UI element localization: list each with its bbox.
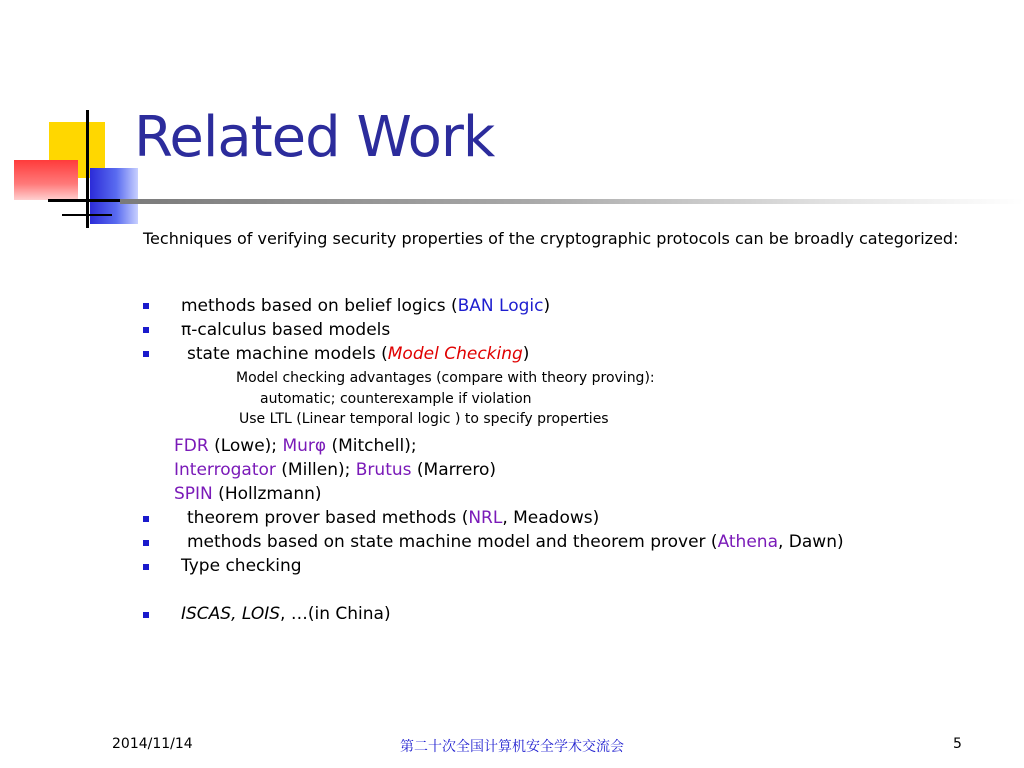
bullet-pi-calculus: π-calculus based models bbox=[181, 320, 391, 340]
ban-logic-link: BAN Logic bbox=[457, 296, 544, 316]
bullet-marker-3 bbox=[143, 351, 149, 357]
model-checking-advantages: Model checking advantages (compare with theory proving): bbox=[236, 370, 655, 386]
tools-interrogator-brutus: Interrogator (Millen); Brutus (Marrero) bbox=[174, 460, 497, 480]
bullet-state-machine-theorem: methods based on state machine model and theorem prover (Athena, Dawn) bbox=[187, 532, 844, 552]
bullet-marker-2 bbox=[143, 327, 149, 333]
intro-text: Techniques of verifying security properties of the cryptographic protocols can be broadly categorized: bbox=[143, 229, 959, 248]
tools-spin: SPIN (Hollzmann) bbox=[174, 484, 322, 504]
bullet-china: ISCAS, LOIS, …(in China) bbox=[181, 604, 391, 624]
bullet-marker-1 bbox=[143, 303, 149, 309]
bullet-belief-logics: methods based on belief logics (BAN Logic) bbox=[181, 296, 551, 316]
bullet-marker-5 bbox=[143, 540, 149, 546]
brutus-link: Brutus bbox=[355, 460, 412, 480]
tools-fdr-mur: FDR (Lowe); Murφ (Mitchell); bbox=[174, 436, 417, 456]
fdr-link: FDR bbox=[174, 436, 209, 456]
interrogator-link: Interrogator bbox=[174, 460, 276, 480]
mur-link: Murφ bbox=[282, 436, 327, 456]
iscas-lois-emphasis: ISCAS, LOIS bbox=[181, 604, 281, 624]
model-checking-ltl: Use LTL (Linear temporal logic ) to specify properties bbox=[239, 411, 609, 427]
horizontal-line-decoration-2 bbox=[62, 214, 112, 216]
page-number: 5 bbox=[953, 736, 962, 752]
spin-link: SPIN bbox=[174, 484, 213, 504]
horizontal-line-decoration bbox=[48, 199, 126, 202]
title-underline-rule bbox=[120, 199, 1024, 204]
vertical-line-decoration bbox=[86, 110, 89, 228]
model-checking-emphasis: Model Checking bbox=[387, 344, 523, 364]
bullet-type-checking: Type checking bbox=[181, 556, 302, 576]
bullet-marker-7 bbox=[143, 612, 149, 618]
nrl-link: NRL bbox=[468, 508, 503, 528]
bullet-marker-4 bbox=[143, 516, 149, 522]
footer-date: 2014/11/14 bbox=[112, 736, 193, 752]
bullet-theorem-prover: theorem prover based methods (NRL, Meadows) bbox=[187, 508, 600, 528]
model-checking-automatic: automatic; counterexample if violation bbox=[260, 391, 532, 407]
athena-link: Athena bbox=[717, 532, 778, 552]
footer-conference-name: 第二十次全国计算机安全学术交流会 bbox=[400, 739, 624, 755]
bullet-state-machine: state machine models (Model Checking) bbox=[187, 344, 530, 364]
bullet-marker-6 bbox=[143, 564, 149, 570]
slide-title: Related Work bbox=[134, 105, 495, 170]
red-square-decoration bbox=[14, 160, 78, 200]
